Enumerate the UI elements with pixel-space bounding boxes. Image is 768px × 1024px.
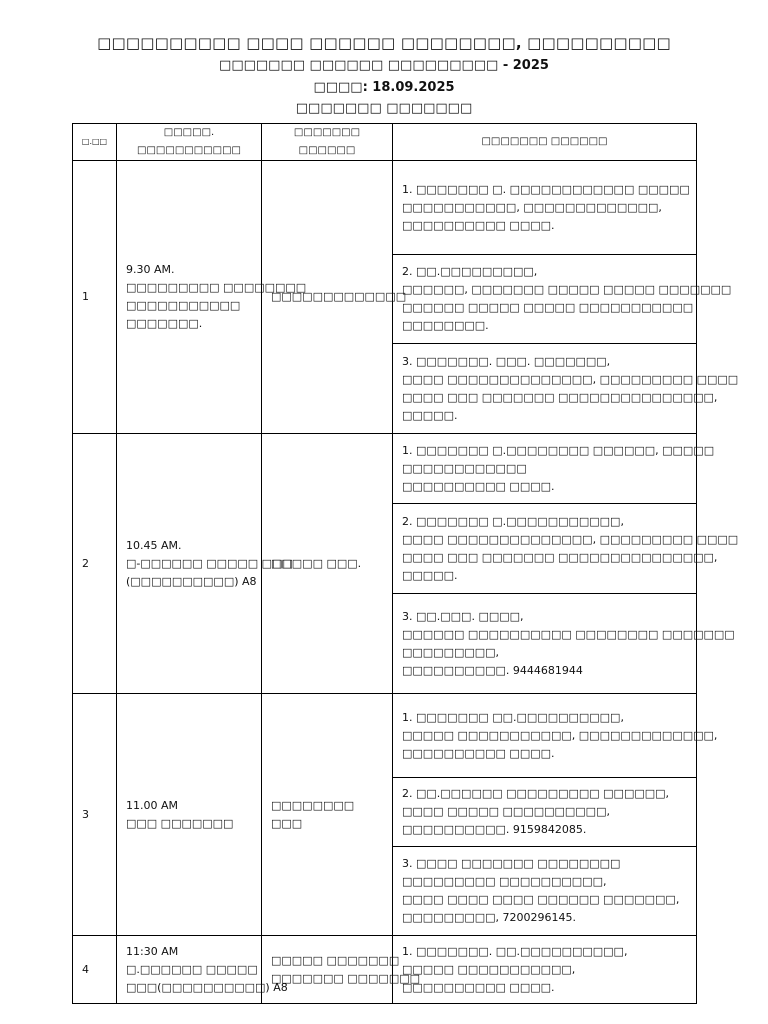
speaker-line: □□□□□□□□□□ □□□□. [402, 746, 555, 760]
speaker-line: □□□□□□□□□, [402, 645, 500, 659]
column-header-speakers: □□□□□□□ □□□□□□ [393, 124, 697, 161]
row-time-venue [117, 161, 307, 434]
speaker-line: □□□□ □□□ □□□□□□□ □□□□□□□□□□□□□□□, [402, 390, 718, 404]
column-header-topic: □□□□□□□ □□□□□□ [262, 124, 393, 161]
speaker-line: 3. □□□□ □□□□□□□ □□□□□□□□ [402, 857, 621, 870]
speaker-line: □□□□□ □□□□□□□□□□□, [402, 962, 576, 976]
row-topic: □□□□□□□□□□□□□ [262, 161, 393, 434]
document-subtitle: □□□□□□□ □□□□□□ □□□□□□□□□ - 2025 [219, 58, 549, 73]
speaker-cell [393, 504, 739, 594]
time-venue-line: □-□□□□□□ □□□□□ □□□ [126, 556, 293, 570]
speaker-line: □□□□□. [402, 568, 458, 582]
speaker-line: 1. □□□□□□□ □□.□□□□□□□□□□, [402, 710, 624, 724]
table-row [73, 936, 697, 1004]
speaker-line: □□□□□□, □□□□□□□ □□□□□ □□□□□ □□□□□□□ [402, 283, 732, 296]
speaker-line: 1. □□□□□□□ □. □□□□□□□□□□□□ □□□□□ [402, 182, 690, 196]
time-venue-line: (□□□□□□□□□□) A8 [126, 574, 257, 588]
row-time-venue [117, 434, 293, 694]
speaker-line: 1. □□□□□□□ □.□□□□□□□□ □□□□□□, □□□□□ [402, 443, 715, 457]
speaker-line: □□□□ □□□□□ □□□□□□□□□□, [402, 805, 610, 818]
speaker-cell [393, 434, 715, 504]
column-header-serial: □.□□ [73, 124, 117, 161]
speaker-line: □□□□□□ □□□□□□□□□□ □□□□□□□□ □□□□□□□ [402, 627, 735, 641]
speaker-line: □□□□□□□□. [402, 319, 489, 332]
row-serial-number: 2 [73, 434, 117, 694]
speaker-line: □□□□□□□□□□. 9159842085. [402, 823, 587, 836]
table-row [73, 694, 697, 778]
speaker-line: 3. □□□□□□□. □□□. □□□□□□□, [402, 354, 611, 368]
topic-line: □□□□□ □□□□□□□ [271, 953, 400, 967]
table-header-row [73, 124, 697, 161]
speaker-line: □□□□ □□□□ □□□□ □□□□□□ □□□□□□□, [402, 893, 680, 906]
speaker-line: □□□□□□□□□ □□□□□□□□□□, [402, 875, 607, 888]
speaker-line: □□□□□□□□□□□, □□□□□□□□□□□□□, [402, 200, 662, 214]
speaker-line: □□□□□□□□□□□□ [402, 461, 527, 475]
speaker-line: □□□□□ □□□□□□□□□□□, □□□□□□□□□□□□□, [402, 728, 718, 742]
document-section-title: □□□□□□□ □□□□□□□ [295, 101, 473, 116]
speaker-cell [393, 255, 732, 344]
speaker-line: □□□□□□□□□□ □□□□. [402, 479, 555, 493]
column-header-time-venue: □□□□□. □□□□□□□□□□□ [117, 124, 262, 161]
speaker-line: □□□□□□ □□□□□ □□□□□ □□□□□□□□□□□ [402, 301, 694, 314]
time-venue-line: □.□□□□□□ □□□□□ [126, 962, 258, 976]
time-venue-line: □□□□□□□□□ □□□□□□□□ [126, 281, 307, 294]
time-venue-line: 9.30 AM. [126, 263, 175, 276]
row-serial-number: 1 [73, 161, 117, 434]
speaker-line: 1. □□□□□□□. □□.□□□□□□□□□□, [402, 944, 628, 958]
row-topic: □□□□□□□□ □□□ [262, 694, 393, 936]
speaker-cell [393, 936, 697, 1004]
speaker-line: 2. □□.□□□□□□ □□□□□□□□□ □□□□□□, [402, 787, 670, 800]
row-serial-number: 3 [73, 694, 117, 936]
speaker-line: □□□□ □□□□□□□□□□□□□□, □□□□□□□□□ □□□□ [402, 372, 739, 386]
speaker-line: □□□□□□□□□□ □□□□. [402, 980, 555, 994]
speaker-cell [393, 344, 739, 434]
speaker-line: □□□□□□□□□, 7200296145. [402, 911, 577, 924]
table-row [73, 161, 697, 255]
speaker-line: □□□□□□□□□□ □□□□. [402, 218, 555, 232]
table-row [73, 434, 697, 504]
speaker-line: □□□□ □□□□□□□□□□□□□□, □□□□□□□□□ □□□□ [402, 532, 739, 546]
speaker-line: □□□□□. [402, 408, 458, 422]
time-venue-line: 11.00 AM [126, 798, 179, 812]
speaker-line: □□□□ □□□ □□□□□□□ □□□□□□□□□□□□□□□, [402, 550, 718, 564]
document-date: □□□□: 18.09.2025 [313, 80, 455, 95]
speaker-cell [393, 161, 697, 255]
topic-line: □□□□□□□ □□□□□□□ [271, 971, 420, 985]
time-venue-line: 11:30 AM [126, 944, 179, 958]
speaker-line: □□□□□□□□□□. 9444681944 [402, 663, 583, 677]
speaker-line: 3. □□.□□□. □□□□, [402, 609, 524, 623]
time-venue-line: □□□□□□□. [126, 317, 203, 330]
time-venue-line: 10.45 AM. [126, 538, 182, 552]
row-time-venue [117, 694, 262, 936]
schedule-body [73, 161, 739, 1004]
time-venue-line: □□□□□□□□□□□ [126, 299, 241, 312]
speaker-line: 2. □□□□□□□ □.□□□□□□□□□□□, [402, 514, 624, 528]
speaker-cell [393, 694, 718, 778]
row-time-venue [117, 936, 288, 1004]
speaker-line: 2. □□.□□□□□□□□□, [402, 265, 538, 278]
schedule-table [72, 123, 739, 1004]
row-serial-number: 4 [73, 936, 117, 1004]
time-venue-line: □□□(□□□□□□□□□□) A8 [126, 980, 288, 994]
speaker-cell [393, 778, 697, 847]
speaker-cell [393, 594, 735, 694]
time-venue-line: □□□ □□□□□□□ [126, 816, 234, 830]
speaker-cell [393, 847, 697, 936]
row-topic: □□□□□ □□□. [262, 434, 393, 694]
document-title: □□□□□□□□□□ □□□□ □□□□□□ □□□□□□□□, □□□□□□□□□□ [97, 34, 671, 52]
